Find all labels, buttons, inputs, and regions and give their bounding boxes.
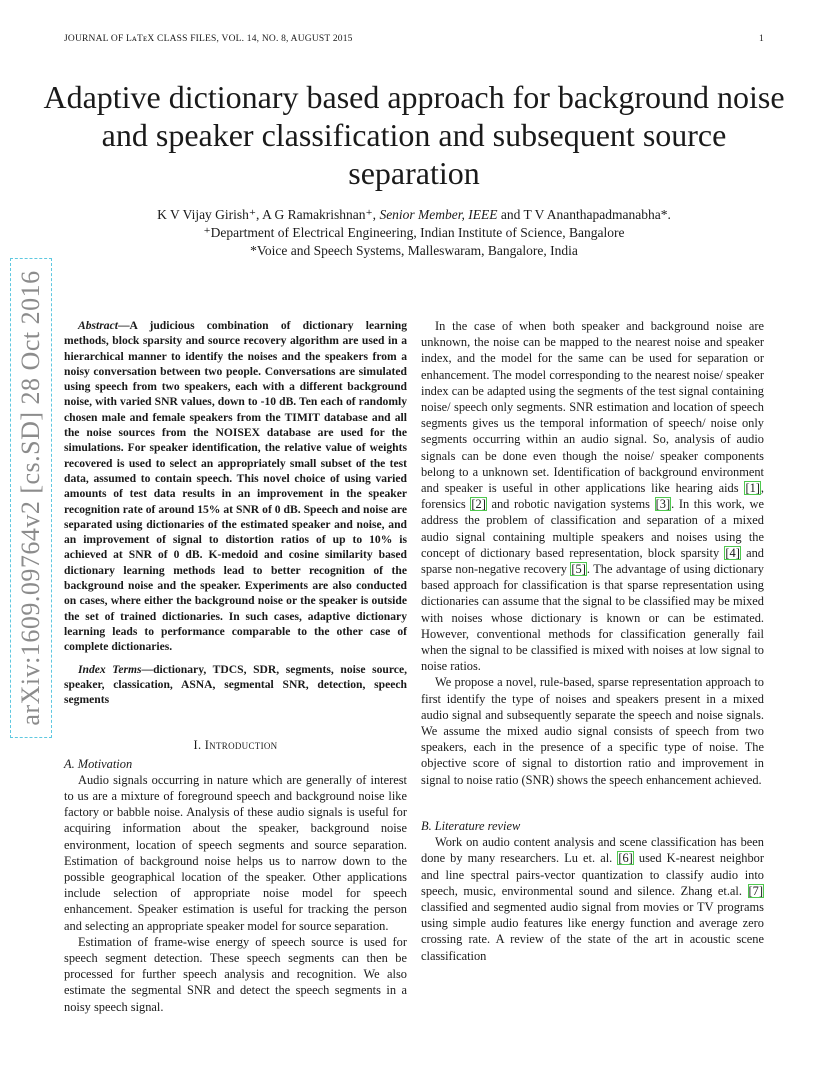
subsection-heading-motivation: A. Motivation: [64, 756, 133, 771]
paragraph-right-1: [421, 318, 764, 674]
text-run: . In this work, we address the problem of classification and separation of a mixed audio signal containing multiple speakers and noises using the concept of dictionary based representation, block sparsity: [421, 497, 765, 560]
paragraph-right-2: We propose a novel, rule-based, sparse representation approach to first identify the type of noises and speakers present in a mixed audio signal and subsequently separate the speech and noise signals. We assume the mixed audio signal consists of speech from two speakers, each in the presence of a specific type of noise. The objective score of signal to distortion ratio and improvement in signal to noise ratio (SNR) shows the speech enhancement achieved.: [421, 675, 764, 787]
citation-link[interactable]: [2]: [471, 497, 486, 512]
running-head: [64, 34, 764, 44]
subsection-heading-literature: B. Literature review: [421, 818, 521, 833]
text-run: In the case of when both speaker and background noise are unknown, the noise can be mapped to the nearest noise and speaker index, and the model for the same can be used for separation or enhancement. The model corresponding to the nearest noise/ speaker index can be adapted using the segments of the test signal containing noise/ speech only segments. SNR estimation and location of speech segments gives us the temporal information of speech/ noise only segments occurring within an audio signal. So, analysis of audio signals can be done even though the noise/ speaker components belong to a unknown set. Identification of background environment and speaker is useful in other applications like hearing aids: [421, 319, 764, 496]
citation-link[interactable]: [4]: [725, 545, 740, 560]
abstract-text: —A judicious combination of dictionary learning methods, block sparsity and source recovery algorithm are used in a hierarchical manner to identify the noises and the speakers from a noisy conversation between two people. Conversations are simulated using speech from two speakers, each with a different background noise, with varied SNR values, down to -10 dB. Ten each of randomly chosen male and female speakers from the TIMIT database and all the noise sources from the NOISEX database are used for the simulations. For speaker identification, the relative value of weights recovered is used to select an appropriately small subset of the test data, assumed to contain speech. This novel choice of using varied amounts of test data results in an improvement in the speaker recognition rate of around 15% at SNR of 0 dB. Speech and noise are separated using dictionaries of the estimated speaker and noise, and an improvement of signal to distortion ratios of up to 10% is achieved at SNR of 0 dB. K-medoid and cosine similarity based dictionary learning methods lead to better recognition of the background noise and the speaker. Experiments are also conducted on cases, where either the background noise or the speaker is outside the set of trained dictionaries. In such cases, adaptive dictionary learning leads to performance comparable to the other case of complete dictionaries.: [64, 319, 407, 654]
citation-link[interactable]: [5]: [571, 562, 586, 577]
left-column: [64, 318, 407, 1015]
citation-link[interactable]: [7]: [748, 883, 763, 898]
text-run: Work on audio content analysis and scene classification has been done by many researchers. Lu et. al.: [421, 835, 764, 866]
affiliation-1: ⁺Department of Electrical Engineering, Indian Institute of Science, Bangalore: [203, 225, 625, 240]
citation-link[interactable]: [3]: [655, 497, 671, 512]
arxiv-identifier: arXiv:1609.09764v2 [cs.SD] 28 Oct 2016: [16, 270, 45, 726]
right-column: [421, 318, 764, 964]
text-run: , forensics: [421, 481, 764, 512]
journal-name: JOURNAL OF LᴀTᴇX CLASS FILES, VOL. 14, NO. 8, AUGUST 2015: [64, 34, 353, 44]
paragraph-motivation-1: Audio signals occurring in nature which are generally of interest to us are a mixture of foreground speech and background noise like factory or babble noise. Analysis of these audio signals is useful for acquiring information about the speaker, background noise environment, location of speech segments and source separation. Estimation of background noise helps us to narrow down to the possible geographical location of the speaker. Other applications include selection of appropriate noise model for speech enhancement. Speaker estimation is useful for tracking the person and selecting an appropriate speaker model for source separation.: [64, 772, 407, 933]
author-block: [40, 206, 788, 260]
text-run: . The advantage of using dictionary based approach for classification is that sparse representation using dictionaries can assume that the signal to be classified may be mixed with noises whose dictionary is known or can be estimated. However, conventional methods for classification generally fail when the signal to be classified is mixed with noises at low signal to noise ratios.: [421, 562, 764, 674]
page-number: 1: [759, 34, 764, 44]
citation-link[interactable]: [1]: [745, 481, 760, 496]
affiliation-2: *Voice and Speech Systems, Malleswaram, Bangalore, India: [250, 243, 578, 258]
text-run: used K-nearest neighbor and line spectral pairs-vector quantization to classify audio into speech, music, environmental sound and silence. Zhang et.al.: [421, 851, 764, 898]
paragraph-motivation-2: Estimation of frame-wise energy of speech source is used for speech segment detection. These speech segments can then be processed for further speech analysis and recognition. We also estimate the segmental SNR and detect the speech segments in a noisy speech signal.: [64, 934, 407, 1014]
paper-title: Adaptive dictionary based approach for background noise and speaker classification and subsequent source separation: [43, 79, 785, 191]
text-run: and robotic navigation systems: [486, 497, 655, 512]
author-list: [40, 206, 788, 224]
text-run: classified and segmented audio signal from movies or TV programs using simple audio features like energy function and average zero crossing rate. A review of the state of the art in acoustic scene classification: [421, 899, 764, 963]
text-run: and sparse non-negative recovery: [421, 545, 764, 577]
section-title: Introduction: [204, 738, 278, 753]
arxiv-stamp[interactable]: [10, 258, 52, 738]
index-terms: [64, 662, 407, 708]
citation-link[interactable]: [6]: [618, 851, 633, 866]
author-role: Senior Member, IEEE: [379, 207, 498, 222]
section-number: I.: [193, 738, 205, 753]
section-heading-introduction: [64, 737, 407, 753]
abstract-label: Abstract: [78, 319, 118, 332]
author-names-2: and T V Ananthapadmanabha*.: [497, 207, 671, 222]
author-names: K V Vijay Girish⁺, A G Ramakrishnan⁺,: [157, 207, 380, 222]
abstract: [64, 318, 407, 655]
paragraph-literature: [421, 834, 764, 964]
index-terms-text: —dictionary, TDCS, SDR, segments, noise source, speaker, classication, ASNA, segmental SNR, detection, speech segments: [64, 662, 407, 707]
index-terms-label: Index Terms: [78, 662, 142, 676]
